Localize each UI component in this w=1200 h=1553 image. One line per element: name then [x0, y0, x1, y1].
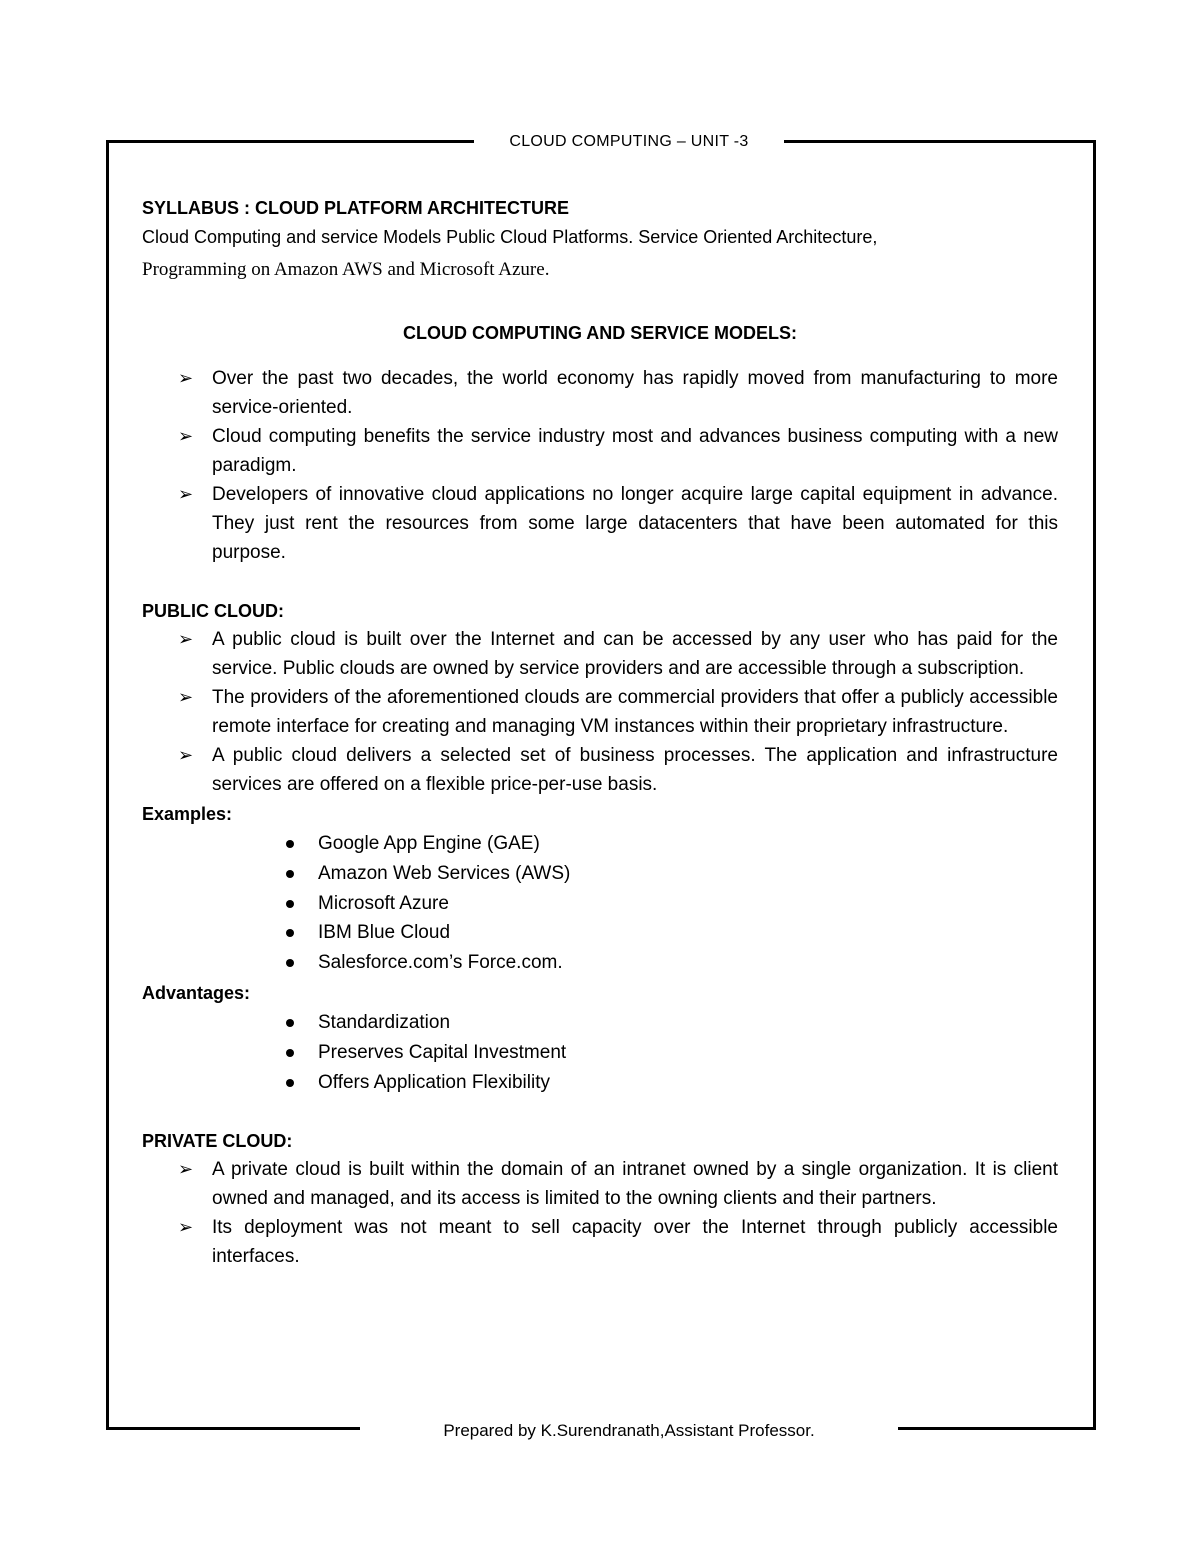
list-item: ➢ A public cloud is built over the Internet and can be accessed by any user who has paid for the service. Public clouds are owned by service providers and are accessible through a subscription. — [142, 625, 1058, 683]
list-item: Offers Application Flexibility — [142, 1068, 1058, 1098]
bullet-dot-icon — [286, 900, 294, 908]
list-item: IBM Blue Cloud — [142, 918, 1058, 948]
bullet-dot-icon — [286, 929, 294, 937]
bullet-dot-icon — [286, 840, 294, 848]
examples-label: Examples: — [142, 804, 233, 824]
service-models-list — [142, 364, 1058, 567]
list-item: Amazon Web Services (AWS) — [142, 859, 1058, 889]
arrow-bullet-icon: ➢ — [178, 687, 194, 707]
list-item: Google App Engine (GAE) — [142, 829, 1058, 859]
list-item: Preserves Capital Investment — [142, 1038, 1058, 1068]
arrow-bullet-icon: ➢ — [178, 368, 194, 388]
bullet-dot-icon — [286, 959, 294, 967]
bullet-dot-icon — [286, 1049, 294, 1057]
list-item: ➢ Cloud computing benefits the service industry most and advances business computing with a new paradigm. — [142, 422, 1058, 480]
list-item: ➢ Its deployment was not meant to sell capacity over the Internet through publicly accessible interfaces. — [142, 1213, 1058, 1271]
list-item: Standardization — [142, 1008, 1058, 1038]
document-body — [142, 195, 1058, 1271]
syllabus-line-2 — [142, 253, 1058, 286]
arrow-bullet-icon: ➢ — [178, 1217, 194, 1238]
list-item: ➢ A public cloud delivers a selected set of business processes. The application and infrastructure services are offered on a flexible price-per-use basis. — [142, 741, 1058, 799]
syllabus-heading: SYLLABUS : CLOUD PLATFORM ARCHITECTURE — [142, 198, 569, 218]
bullet-dot-icon — [286, 1079, 294, 1087]
page-footer: Prepared by K.Surendranath,Assistant Professor. — [360, 1418, 898, 1444]
arrow-bullet-icon: ➢ — [178, 629, 194, 649]
advantages-label: Advantages: — [142, 982, 251, 1003]
list-item: Microsoft Azure — [142, 889, 1058, 919]
arrow-bullet-icon: ➢ — [178, 484, 194, 504]
advantages-list — [142, 1008, 1058, 1097]
list-item: ➢ The providers of the aforementioned clouds are commercial providers that offer a publicly accessible remote interface for creating and managing VM instances within their proprietary infrastructure. — [142, 683, 1058, 741]
bullet-dot-icon — [286, 870, 294, 878]
syllabus-line-1: Cloud Computing and service Models Public Cloud Platforms. Service Oriented Architecture, — [142, 227, 878, 247]
public-cloud-title: PUBLIC CLOUD: — [142, 601, 284, 621]
private-cloud-title: PRIVATE CLOUD: — [142, 1131, 293, 1152]
service-models-title: CLOUD COMPUTING AND SERVICE MODELS: — [402, 323, 797, 343]
arrow-bullet-icon: ➢ — [178, 745, 194, 765]
arrow-bullet-icon: ➢ — [178, 1159, 194, 1180]
list-item: ➢ A private cloud is built within the domain of an intranet owned by a single organization. It is client owned and managed, and its access is limited to the owning clients and their partners. — [142, 1155, 1058, 1213]
public-cloud-list — [142, 625, 1058, 799]
private-cloud-list — [142, 1155, 1058, 1271]
list-item: ➢ Developers of innovative cloud applications no longer acquire large capital equipment in advance. They just rent the resources from some large datacenters that have been automated for this purpose. — [142, 480, 1058, 567]
bullet-dot-icon — [286, 1019, 294, 1027]
syllabus-line-2-text: Programming on Amazon AWS and Microsoft Azure. — [142, 259, 550, 280]
list-item: Salesforce.com’s Force.com. — [142, 948, 1058, 978]
page-header: CLOUD COMPUTING – UNIT -3 — [474, 130, 784, 154]
arrow-bullet-icon: ➢ — [178, 426, 194, 446]
examples-list — [142, 829, 1058, 978]
list-item: ➢ Over the past two decades, the world economy has rapidly moved from manufacturing to more service-oriented. — [142, 364, 1058, 422]
